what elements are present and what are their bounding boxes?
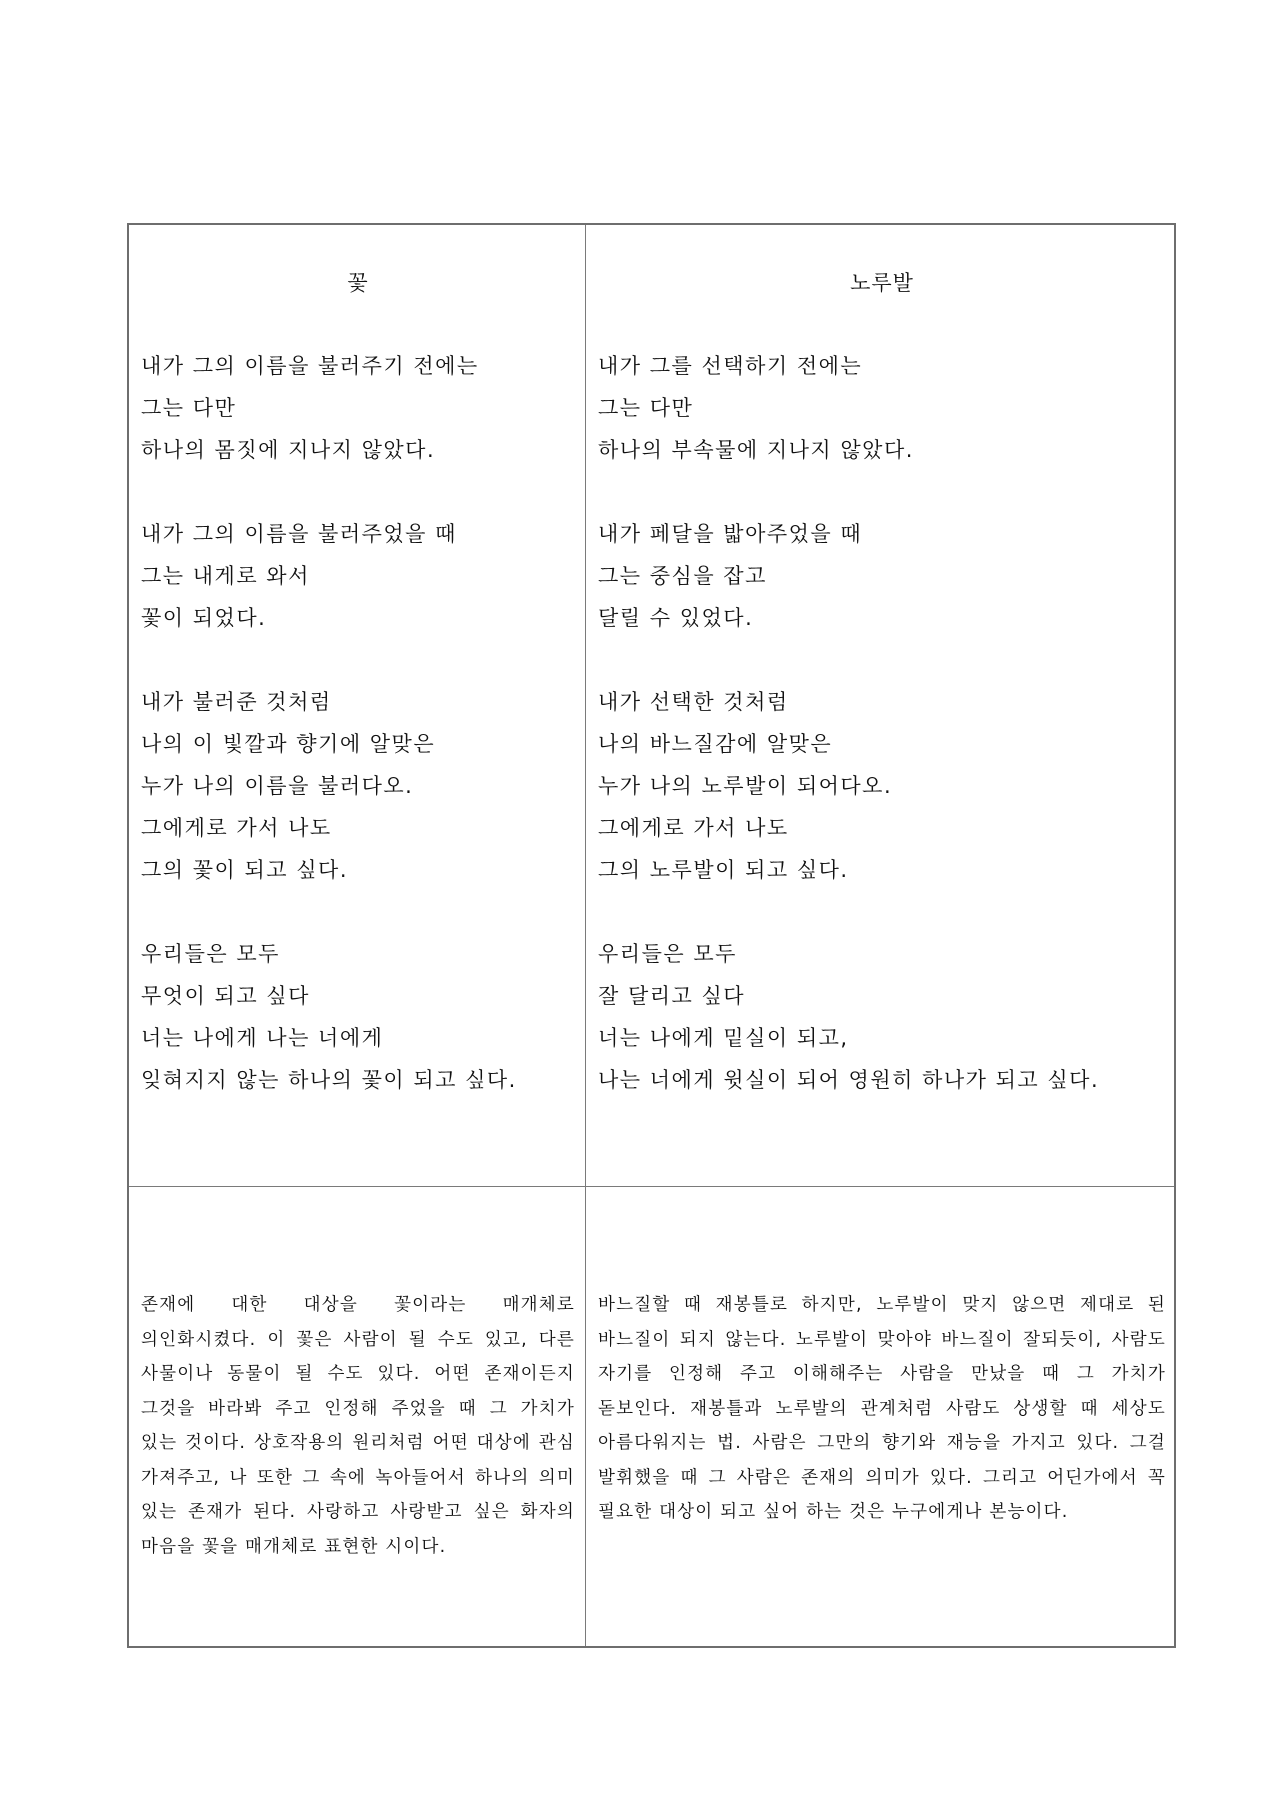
- poem-line: 내가 그의 이름을 불러주었을 때: [141, 522, 457, 546]
- poem-line: 우리들은 모두: [598, 942, 737, 966]
- left-commentary-cell: [129, 1187, 585, 1648]
- left-commentary: 존재에 대한 대상을 꽃이라는 매개체로 의인화시켰다. 이 꽃은 사람이 될 수도 있고, 다른 사물이나 동물이 될 수도 있다. 어떤 존재이든지 그것을 바라봐 주고 인정해 주었을 때 그 가치가 있는 것이다. 상호작용의 원리처럼 어떤 대상에 관심 가져주고, 나 또한 그 속에 녹아들어서 하나의 의미 있는 존재가 된다. 사랑하고 사랑받고 싶은 화자의 마음을 꽃을 매개체로 표현한 시이다.: [141, 1295, 575, 1557]
- left-poem-body: [141, 345, 575, 1101]
- poem-line: 그는 다만: [598, 396, 694, 420]
- right-poem-cell: [586, 225, 1176, 1186]
- poem-line: 너는 나에게 나는 너에게: [141, 1026, 384, 1050]
- poem-line: 내가 선택한 것처럼: [598, 690, 789, 714]
- poem-line: 꽃이 되었다.: [141, 606, 267, 630]
- right-commentary: 바느질할 때 재봉틀로 하지만, 노루발이 맞지 않으면 제대로 된 바느질이 되지 않는다. 노루발이 맞아야 바느질이 잘되듯이, 사람도 자기를 인정해 주고 이해해주는 사람을 만났을 때 그 가치가 돋보인다. 재봉틀과 노루발의 관계처럼 사람도 상생할 때 세상도 아름다워지는 법. 사람은 그만의 향기와 재능을 가지고 있다. 그걸 발휘했을 때 그 사람은 존재의 의미가 있다. 그리고 어딘가에서 꼭 필요한 대상이 되고 싶어 하는 것은 누구에게나 본능이다.: [598, 1295, 1166, 1522]
- stanza: [598, 681, 1166, 891]
- poem-line: 우리들은 모두: [141, 942, 280, 966]
- poem-line: 하나의 몸짓에 지나지 않았다.: [141, 438, 436, 462]
- poem-line: 내가 페달을 밟아주었을 때: [598, 522, 863, 546]
- poem-line: 누가 나의 이름을 불러다오.: [141, 774, 414, 798]
- stanza: [598, 933, 1166, 1101]
- poem-line: 나의 바느질감에 알맞은: [598, 732, 833, 756]
- poem-line: 그의 노루발이 되고 싶다.: [598, 858, 849, 882]
- poem-line: 달릴 수 있었다.: [598, 606, 754, 630]
- poem-line: 그는 내게로 와서: [141, 564, 310, 588]
- poem-line: 너는 나에게 밑실이 되고,: [598, 1026, 849, 1050]
- right-poem-body: [598, 345, 1166, 1101]
- poem-line: 그에게로 가서 나도: [141, 816, 332, 840]
- poem-line: 잊혀지지 않는 하나의 꽃이 되고 싶다.: [141, 1068, 517, 1092]
- poem-line: 그는 중심을 잡고: [598, 564, 767, 588]
- right-commentary-cell: [586, 1187, 1176, 1648]
- poem-line: 내가 그를 선택하기 전에는: [598, 354, 863, 378]
- poem-line: 누가 나의 노루발이 되어다오.: [598, 774, 893, 798]
- left-poem-cell: [129, 225, 585, 1186]
- poem-line: 그에게로 가서 나도: [598, 816, 789, 840]
- poem-line: 하나의 부속물에 지나지 않았다.: [598, 438, 914, 462]
- poem-line: 내가 불러준 것처럼: [141, 690, 332, 714]
- poem-line: 나의 이 빛깔과 향기에 알맞은: [141, 732, 436, 756]
- poem-line: 무엇이 되고 싶다: [141, 984, 310, 1008]
- stanza: [141, 345, 575, 471]
- stanza: [141, 681, 575, 891]
- stanza: [598, 345, 1166, 471]
- comparison-table: [127, 223, 1176, 1648]
- poem-line: 그는 다만: [141, 396, 237, 420]
- stanza: [598, 513, 1166, 639]
- poem-line: 내가 그의 이름을 불러주기 전에는: [141, 354, 479, 378]
- poem-line: 나는 너에게 윗실이 되어 영원히 하나가 되고 싶다.: [598, 1068, 1100, 1092]
- right-poem-title: 노루발: [850, 271, 914, 295]
- left-poem-title: 꽃: [347, 271, 369, 295]
- poem-line: 그의 꽃이 되고 싶다.: [141, 858, 348, 882]
- poem-line: 잘 달리고 싶다: [598, 984, 746, 1008]
- stanza: [141, 513, 575, 639]
- stanza: [141, 933, 575, 1101]
